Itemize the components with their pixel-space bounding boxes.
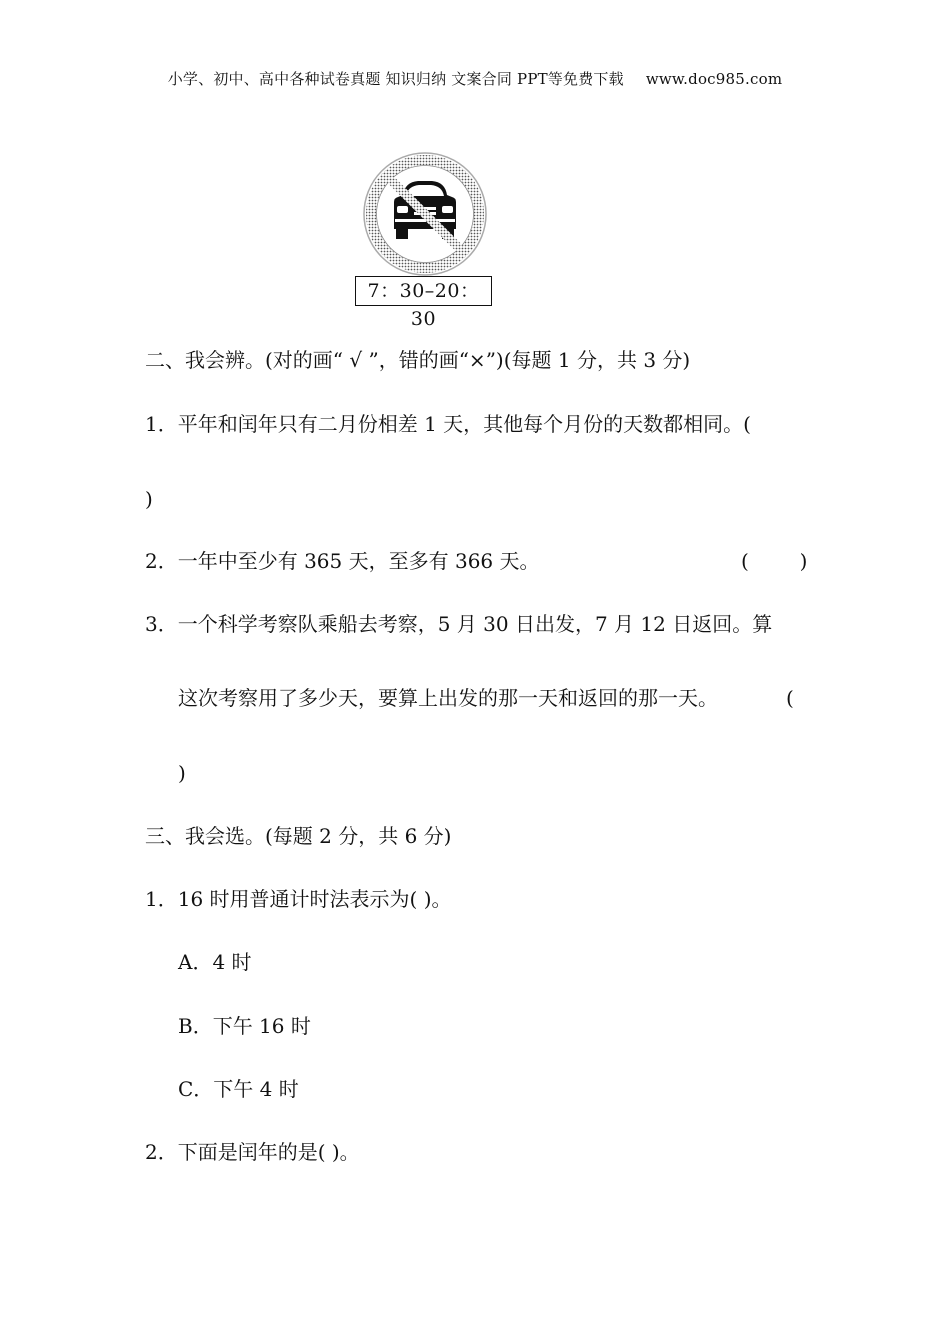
- section3-q2: 2．下面是闰年的是( )。: [145, 1140, 360, 1164]
- section2-q3-line2: 这次考察用了多少天，要算上出发的那一天和返回的那一天。: [178, 686, 718, 710]
- section3-q1: 1．16 时用普通计时法表示为( )。: [145, 887, 452, 911]
- section2-q3-answer-close: ): [178, 761, 186, 785]
- header-text: 小学、初中、高中各种试卷真题 知识归纳 文案合同 PPT等免费下载: [167, 70, 624, 88]
- section2-q3-answer-open: (: [786, 686, 794, 710]
- section2-title: 二、我会辨。(对的画“ √ ”，错的画“×”)(每题 1 分，共 3 分): [145, 348, 691, 372]
- no-car-sign-icon: [362, 151, 488, 277]
- section2-q2-answer-paren: ( ): [741, 549, 808, 573]
- section2-q1: 1．平年和闰年只有二月份相差 1 天，其他每个月份的天数都相同。(: [145, 412, 751, 436]
- section2-q2: 2．一年中至少有 365 天，至多有 366 天。: [145, 549, 540, 573]
- section2-q1-answer-close: ): [145, 487, 153, 511]
- page-header: [0, 68, 950, 89]
- time-range-label: 7：30–20：30: [355, 276, 492, 306]
- section3-title: 三、我会选。(每题 2 分，共 6 分): [145, 824, 452, 848]
- section3-q1-option-c: C．下午 4 时: [178, 1077, 299, 1101]
- header-site: www.doc985.com: [645, 70, 783, 88]
- section3-q1-option-a: A．4 时: [178, 950, 252, 974]
- section2-q3-line1: 3．一个科学考察队乘船去考察，5 月 30 日出发，7 月 12 日返回。算: [145, 612, 773, 636]
- section3-q1-option-b: B．下午 16 时: [178, 1014, 311, 1038]
